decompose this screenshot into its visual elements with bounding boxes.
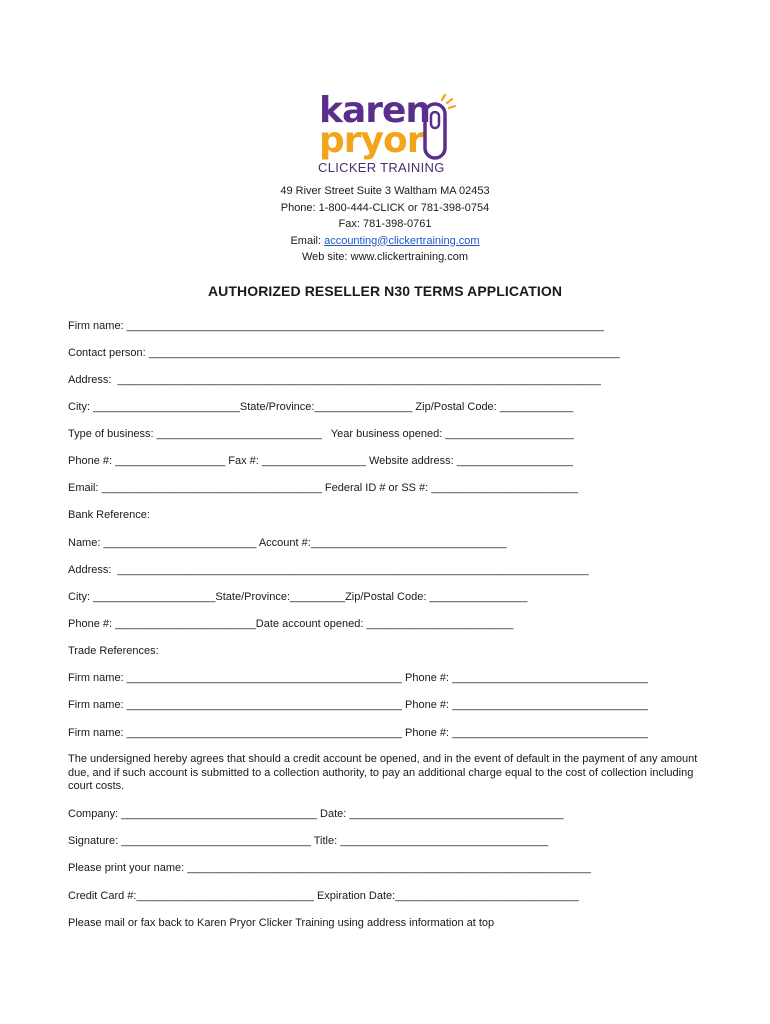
- credit-card-field[interactable]: Credit Card #:_____________________________ Expiration Date:______________________________: [68, 890, 579, 902]
- logo-word-pryor: pryor: [319, 120, 424, 161]
- bank-reference-heading: Bank Reference:: [68, 509, 150, 521]
- email-link[interactable]: accounting@clickertraining.com: [324, 234, 480, 247]
- company-fax: Fax: 781-398-0761: [338, 218, 432, 230]
- contact-person-field[interactable]: Contact person: _____________________________________________________________________________: [68, 347, 620, 359]
- business-type-field[interactable]: Type of business: ___________________________ Year business opened: _____________________: [68, 428, 574, 440]
- agreement-text: The undersigned hereby agrees that should a credit account be opened, and in the event of default in the payment of any amount due, and if such account is submitted to a collection authority, to pay an additional charge equal to the cost of collection including court costs.: [68, 753, 698, 792]
- email-federal-id-field[interactable]: Email: ____________________________________ Federal ID # or SS #: ________________________: [68, 482, 579, 494]
- signature-title-field[interactable]: Signature: _______________________________ Title: __________________________________: [68, 835, 549, 847]
- address-field[interactable]: Address: _______________________________________________________________________________: [68, 374, 601, 386]
- trade-references-heading: Trade References:: [68, 645, 159, 657]
- company-date-field[interactable]: Company: ________________________________ Date: ___________________________________: [68, 808, 564, 820]
- karen-pryor-logo: [316, 90, 466, 178]
- logo-tagline: CLICKER TRAINING: [318, 160, 445, 175]
- bank-phone-date-field[interactable]: Phone #: _______________________Date account opened: ________________________: [68, 618, 514, 630]
- company-contact-block: [0, 183, 770, 266]
- company-website: Web site: www.clickertraining.com: [301, 251, 469, 263]
- clicker-icon: [420, 94, 460, 160]
- bank-city-state-zip-field[interactable]: City: ____________________State/Province:_________Zip/Postal Code: ________________: [68, 591, 528, 603]
- firm-name-field[interactable]: Firm name: ______________________________________________________________________________: [68, 320, 604, 332]
- city-state-zip-field[interactable]: City: ________________________State/Province:________________ Zip/Postal Code: ____________: [68, 401, 574, 413]
- mail-fax-instruction: Please mail or fax back to Karen Pryor Clicker Training using address information at top: [68, 917, 495, 929]
- email-label: Email:: [290, 234, 325, 247]
- bank-name-account-field[interactable]: Name: _________________________ Account #:________________________________: [68, 537, 507, 549]
- form-title: AUTHORIZED RESELLER N30 TERMS APPLICATION: [207, 283, 563, 299]
- company-address: 49 River Street Suite 3 Waltham MA 02453: [280, 185, 490, 197]
- company-email: [0, 233, 770, 250]
- trade-reference-1-field[interactable]: Firm name: _____________________________________________ Phone #: ________________________________: [68, 672, 648, 684]
- trade-reference-3-field[interactable]: Firm name: _____________________________________________ Phone #: ________________________________: [68, 727, 648, 739]
- phone-fax-website-field[interactable]: Phone #: __________________ Fax #: _________________ Website address: ___________________: [68, 455, 574, 467]
- bank-address-field[interactable]: Address: _____________________________________________________________________________: [68, 564, 589, 576]
- trade-reference-2-field[interactable]: Firm name: _____________________________________________ Phone #: ________________________________: [68, 699, 648, 711]
- company-phone: Phone: 1-800-444-CLICK or 781-398-0754: [280, 201, 490, 214]
- logo-word-karen: karen: [319, 90, 431, 131]
- print-name-field[interactable]: Please print your name: __________________________________________________________________: [68, 862, 591, 874]
